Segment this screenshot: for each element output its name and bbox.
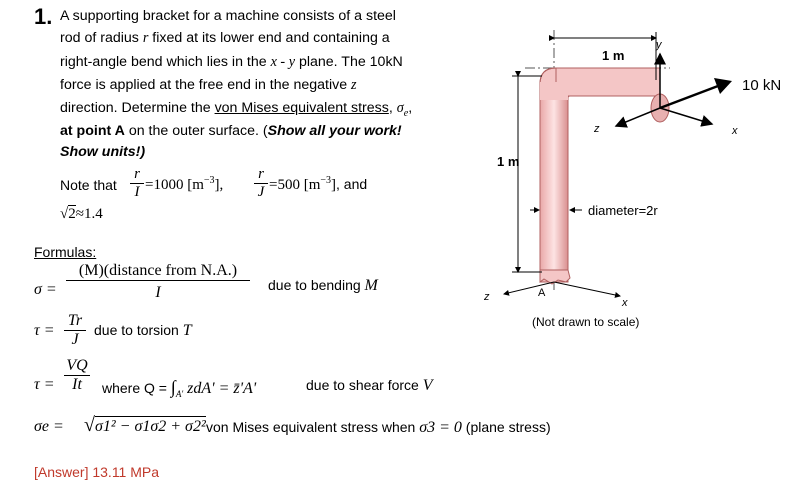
bending-desc: due to bending M (268, 277, 378, 294)
rod-vertical (540, 82, 568, 282)
shear-desc: due to shear force V (306, 377, 433, 394)
von-mises-link: von Mises equivalent stress (214, 100, 389, 116)
problem-line-3: right-angle bend which lies in the x - y plane. The 10kN (60, 54, 403, 70)
top-dimension-label: 1 m (602, 48, 625, 63)
point-a-label: A (538, 287, 546, 299)
problem-line-4: force is applied at the free end in the negative z (60, 77, 357, 93)
torsion-desc: due to torsion T (94, 322, 192, 339)
note-value-1: =1000 $[m^{-3}]$, (145, 175, 224, 193)
problem-line-7: Show units!) (60, 144, 146, 160)
axis-x-bottom-arrow (554, 282, 620, 296)
left-dimension-label: 1 m (497, 154, 520, 169)
shear-fraction: $\frac{VQ}{It}$ (64, 357, 90, 394)
bracket-figure (470, 20, 805, 340)
force-label: 10 kN (742, 77, 782, 94)
vm-lhs: σe = (34, 418, 64, 435)
axis-z-bottom-arrow (504, 282, 554, 294)
rod-horizontal (556, 68, 660, 96)
problem-line-1: A supporting bracket for a machine consists of a steel (60, 8, 396, 24)
shear-q-definition: where $Q = \int_{A'}$ zdA' = z̄'A' (102, 377, 257, 399)
axis-z-top-label: z (594, 123, 600, 135)
note-frac-r-over-I: $\frac{r}{I}$ (130, 166, 144, 201)
scale-note: (Not drawn to scale) (532, 315, 640, 329)
bending-fraction: (M)(distance from N.A.) I (66, 262, 250, 302)
vm-radical: √σ1² − σ1σ2 + σ2² (84, 414, 206, 436)
vm-desc: von Mises equivalent stress when σ3 = 0 (plane stress) (206, 419, 551, 436)
problem-line-2: rod of radius r fixed at its lower end and containing a (60, 30, 390, 46)
problem-number: 1. (34, 4, 53, 29)
force-arrow-shaft (660, 86, 718, 108)
note-frac-r-over-J: $\frac{r}{J}$ (254, 166, 268, 201)
formulas-heading: Formulas: (34, 244, 97, 260)
note-label: Note that (60, 177, 117, 193)
torsion-lhs: τ = (34, 322, 55, 339)
problem-line-6: at point A on the outer surface. (Show all your work! (60, 123, 402, 139)
sqrt2-note: √2≈1.4 (60, 206, 103, 222)
axis-x-top-label: x (732, 125, 738, 137)
note-value-2: =500 $[m^{-3}]$, and (269, 175, 368, 193)
shear-lhs: τ = (34, 376, 55, 393)
problem-line-5: direction. Determine the von Mises equivalent stress, $\sigma_e$, (60, 100, 413, 119)
diameter-label: diameter=2r (588, 203, 658, 218)
bending-lhs: σ = (34, 281, 57, 298)
torsion-fraction: $\frac{Tr}{J}$ (64, 312, 86, 349)
answer-text: [Answer] 13.11 MPa (34, 464, 160, 480)
axis-z-bottom-label: z (484, 291, 490, 303)
axis-x-bottom-label: x (622, 297, 628, 309)
axis-y-label: y (656, 39, 662, 51)
